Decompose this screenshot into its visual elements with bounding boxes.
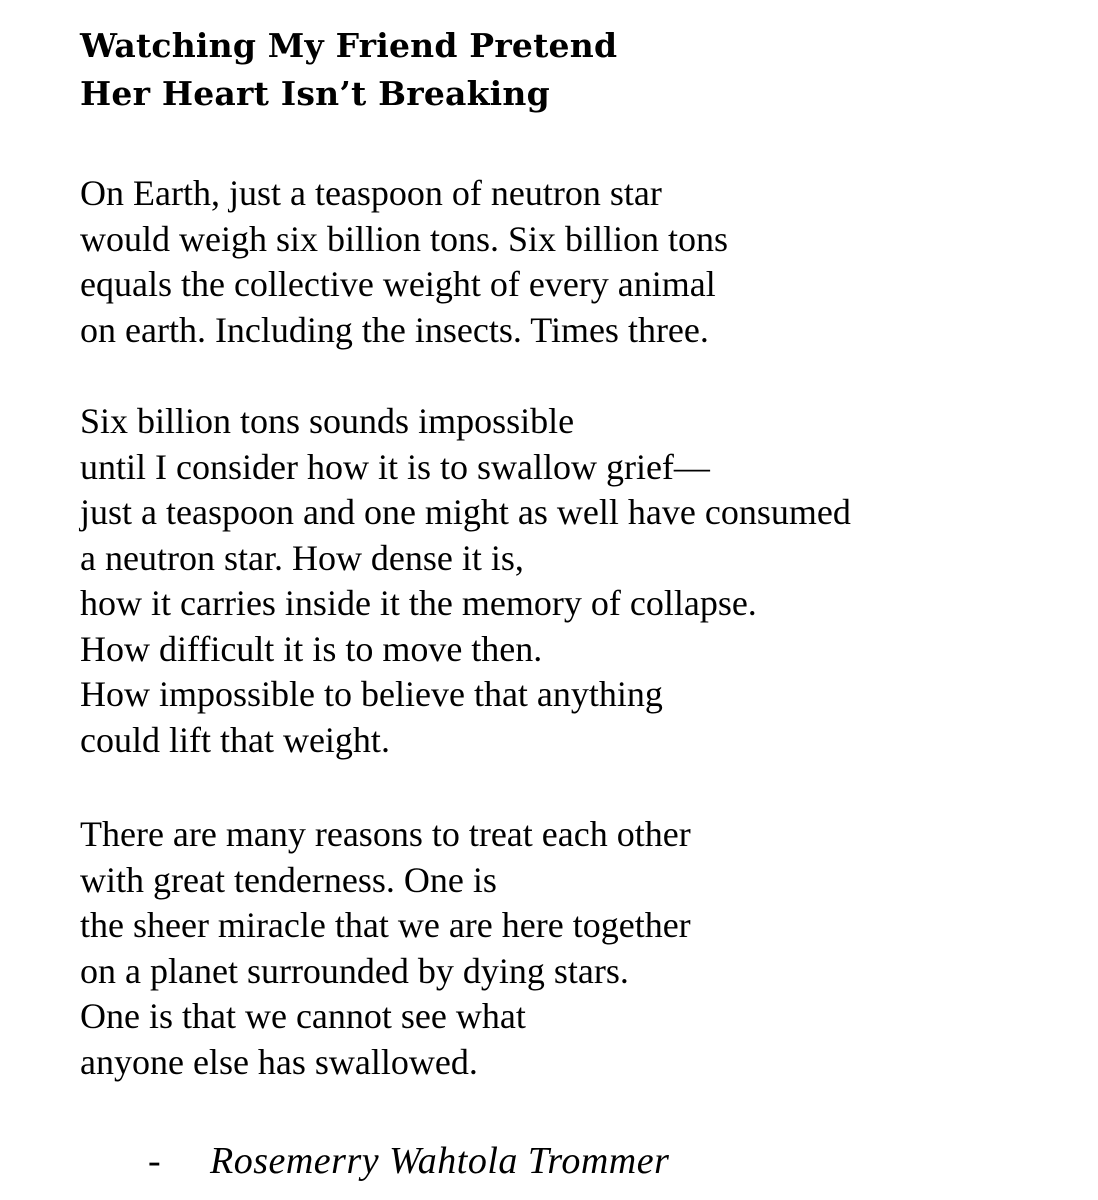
poem-line: until I consider how it is to swallow grief—: [80, 446, 710, 487]
poem-line: anyone else has swallowed.: [80, 1041, 478, 1082]
title-line: Her Heart Isn’t Breaking: [80, 74, 550, 113]
author-name: Rosemerry Wahtola Trommer: [210, 1140, 670, 1182]
stanza-1: [80, 171, 728, 353]
poem-line: How difficult it is to move then.: [80, 628, 543, 669]
title-line: Watching My Friend Pretend: [80, 26, 618, 65]
poem-line: how it carries inside it the memory of collapse.: [80, 583, 757, 623]
poem-line: on a planet surrounded by dying stars.: [80, 950, 629, 991]
poem-line: Six billion tons sounds impossible: [80, 401, 575, 441]
poem-line: a neutron star. How dense it is,: [80, 537, 524, 578]
stanza-3: [80, 812, 691, 1085]
poem-line: could lift that weight.: [80, 719, 390, 760]
attribution-dash: -: [148, 1140, 161, 1182]
poem-line: There are many reasons to treat each other: [80, 814, 691, 854]
poem-line: just a teaspoon and one might as well have consumed: [80, 492, 851, 532]
poem-line: On Earth, just a teaspoon of neutron star: [80, 173, 662, 213]
poem-line: on earth. Including the insects. Times three.: [80, 309, 709, 350]
poem-title: [80, 22, 617, 118]
poem-line: the sheer miracle that we are here together: [80, 905, 691, 945]
poem-line: would weigh six billion tons. Six billion tons: [80, 218, 729, 259]
attribution: [148, 1136, 669, 1186]
stanza-2: [80, 399, 851, 763]
poem-line: equals the collective weight of every animal: [80, 264, 716, 304]
poem-line: with great tenderness. One is: [80, 859, 497, 900]
poem-line: How impossible to believe that anything: [80, 674, 663, 714]
poem-line: One is that we cannot see what: [80, 996, 526, 1036]
